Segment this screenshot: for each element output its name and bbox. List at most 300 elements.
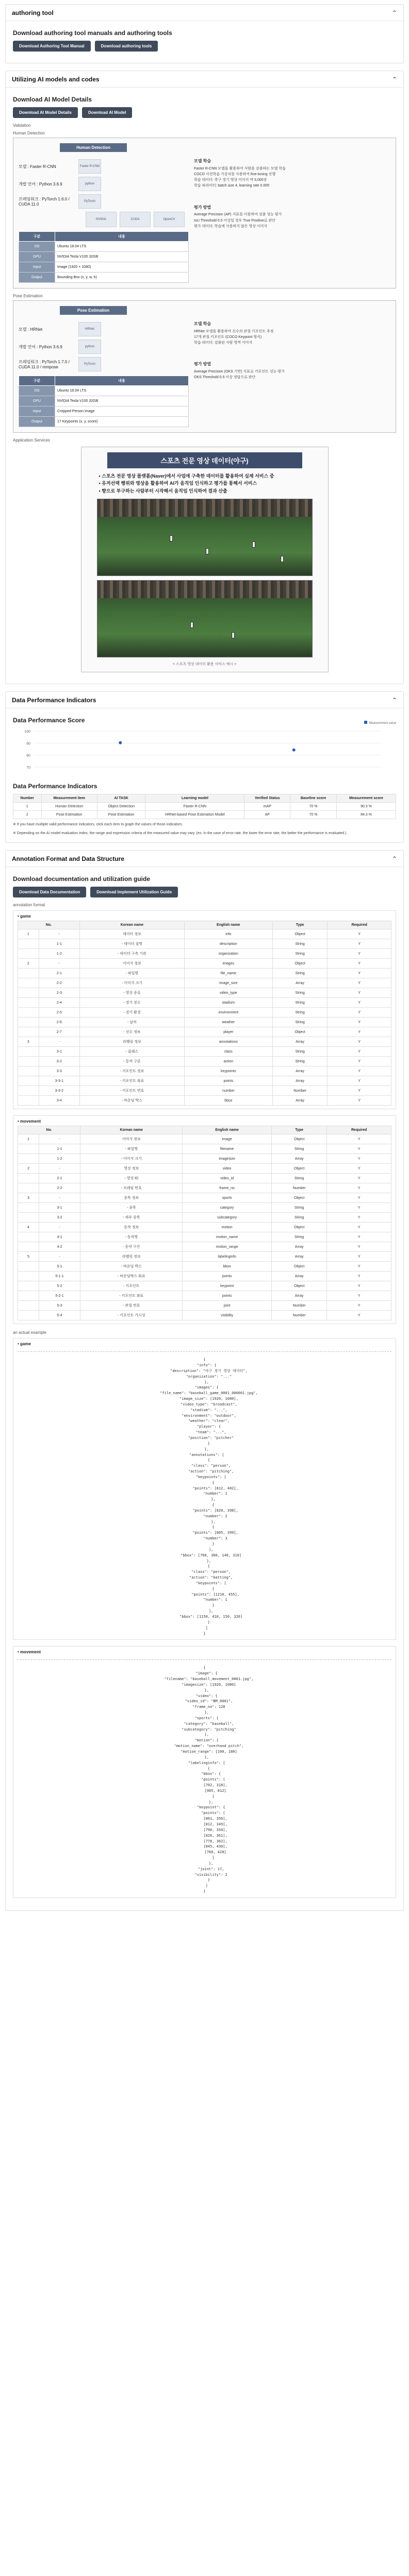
- cell-sub-no: 3-3-2: [39, 1086, 80, 1096]
- column-header: Number: [13, 794, 42, 803]
- table-row: [18, 1311, 391, 1320]
- annotation-format-label: annotation format: [13, 903, 45, 908]
- cell-english-name: imagesize: [183, 1154, 272, 1164]
- figure-banner: Pose Estimation: [60, 306, 127, 315]
- cell-sub-no: 3-2: [39, 1213, 80, 1223]
- player-marker: [232, 632, 235, 638]
- example-group-movement: [13, 1646, 396, 1898]
- table-row: [18, 1018, 391, 1027]
- cell-no: 3: [18, 1193, 39, 1203]
- cell-type: String: [272, 1008, 327, 1018]
- cell-item[interactable]: Pose Estimation: [41, 811, 97, 819]
- cell-english-name: bbox: [183, 1262, 272, 1272]
- spec-key: GPU: [19, 252, 55, 262]
- example-group-game: [13, 1338, 396, 1640]
- column-header: Measurement item: [41, 794, 97, 803]
- cell-required: Y: [327, 1164, 391, 1174]
- cell-korean-name: - 키포인트 가시성: [80, 1311, 183, 1320]
- cell-required: Y: [327, 1144, 391, 1154]
- spec-table: [19, 231, 189, 283]
- cell-english-name: points: [183, 1272, 272, 1281]
- cell-korean-name: 데이터 정보: [80, 929, 185, 939]
- column-header: No.: [18, 921, 80, 929]
- cell-required: Y: [327, 1134, 391, 1144]
- divider: [18, 1659, 391, 1660]
- table-row: [19, 406, 189, 417]
- table-row: [18, 1281, 391, 1291]
- cell-no: [18, 1027, 39, 1037]
- cell-model: HRNet-based Pose Estimation Model: [145, 811, 244, 819]
- cell-korean-name: 종목 정보: [80, 1193, 183, 1203]
- spec-value: 17 Keypoints (x, y, score): [55, 417, 189, 427]
- column-header: Type: [271, 1126, 326, 1134]
- table-row: [18, 949, 391, 959]
- cell-type: Number: [271, 1311, 326, 1320]
- cell-korean-name: - 바운딩박스 좌표: [80, 1272, 183, 1281]
- cell-required: Y: [327, 1281, 391, 1291]
- cell-required: Y: [328, 998, 391, 1008]
- cell-korean-name: - 데이터 구축 기관: [80, 949, 185, 959]
- table-row: [18, 1213, 391, 1223]
- cell-english-name: images: [184, 959, 272, 969]
- cell-sub-no: 5-1-1: [39, 1272, 80, 1281]
- cell-required: Y: [327, 1242, 391, 1252]
- spec-key: Input: [19, 262, 55, 273]
- cell-no: [18, 988, 39, 998]
- cell-required: Y: [327, 1232, 391, 1242]
- cell-korean-name: 동작 정보: [80, 1223, 183, 1232]
- cell-no: [18, 1008, 39, 1018]
- cell-sub-no: 3-1: [39, 1047, 80, 1057]
- cell-required: Y: [328, 988, 391, 998]
- cell-type: Number: [272, 1086, 327, 1096]
- cell-type: Number: [271, 1183, 326, 1193]
- column-header: Baseline score: [290, 794, 337, 803]
- performance-header[interactable]: [6, 692, 403, 708]
- player-marker: [190, 622, 193, 628]
- data-point[interactable]: [119, 741, 122, 744]
- cell-model: Faster R-CNN: [145, 803, 244, 811]
- table-header: 구분: [19, 232, 55, 242]
- ai-models-header[interactable]: [6, 71, 403, 88]
- cell-required: Y: [328, 1027, 391, 1037]
- spec-value: Image (1920 × 1080): [55, 262, 189, 273]
- section-subtitle: Download AI Model Details: [13, 96, 92, 103]
- cell-sub-no: 2-4: [39, 998, 80, 1008]
- table-row: [18, 929, 391, 939]
- cell-no: [18, 1174, 39, 1183]
- chevron-up-icon[interactable]: ⌃: [391, 696, 397, 704]
- cell-sub-no: 5-3: [39, 1301, 80, 1311]
- cell-required: Y: [328, 1086, 391, 1096]
- group-label: movement: [20, 1650, 41, 1655]
- performance-table: [13, 794, 396, 819]
- desc-line: 학습 파라미터: batch size 4, learning rate 0.005: [194, 184, 270, 188]
- y-tick-label: 80: [26, 754, 30, 758]
- spec-value: Bounding Box (x, y, w, h): [55, 273, 189, 283]
- cell-required: Y: [327, 1291, 391, 1301]
- group-label: game: [20, 914, 31, 919]
- cell-sub-no: 5-4: [39, 1311, 80, 1320]
- desc-line: 학습 데이터: 검출된 사람 영역 이미지: [194, 341, 253, 345]
- cell-korean-name: - 동작 구간: [80, 1242, 183, 1252]
- cell-required: Y: [328, 1018, 391, 1027]
- lib-row: [19, 194, 189, 209]
- cell-no: [18, 1291, 39, 1301]
- cell-type: Object: [272, 929, 327, 939]
- column-header: Type: [272, 921, 327, 929]
- cell-required: Y: [328, 1008, 391, 1018]
- cell-english-name: frame_no: [183, 1183, 272, 1193]
- cell-sub-no: 4-1: [39, 1232, 80, 1242]
- cell-type: String: [271, 1213, 326, 1223]
- spec-key: OS: [19, 242, 55, 252]
- spec-key: OS: [19, 386, 55, 396]
- cell-korean-name: - 이미지 크기: [80, 978, 185, 988]
- cell-sub-no: 2-6: [39, 1018, 80, 1027]
- cell-type: Array: [271, 1291, 326, 1301]
- cell-korean-name: 영상 정보: [80, 1164, 183, 1174]
- download-tools-button[interactable]: Download authoring tools: [95, 41, 158, 52]
- figure-banner: Human Detection: [60, 143, 127, 152]
- cell-english-name: action: [184, 1057, 272, 1066]
- spec-value: Ubuntu 18.04 LTS: [55, 386, 189, 396]
- cell-english-name: motion_range: [183, 1242, 272, 1252]
- pytorch-logo: PyTorch: [78, 357, 101, 371]
- cell-no: [18, 939, 39, 949]
- section-title: Utilizing AI models and codes: [12, 75, 100, 83]
- table-row: [18, 1291, 391, 1301]
- cell-korean-name: - 프레임 번호: [80, 1183, 183, 1193]
- video-bullet: • 스포츠 전문 영상 플랫폼(Naver)에서 사업에 구축한 데이터를 활용하여 실제 서비스 중: [99, 473, 274, 479]
- cell-sub-no: 2-2: [39, 1183, 80, 1193]
- cell-english-name: bbox: [184, 1096, 272, 1106]
- column-header: Learning model: [145, 794, 244, 803]
- cell-no: [18, 1183, 39, 1193]
- cell-korean-name: - 파일명: [80, 1144, 183, 1154]
- table-row: [18, 1154, 391, 1164]
- table-row: [18, 969, 391, 978]
- cell-korean-name: - 파일명: [80, 969, 185, 978]
- section-subtitle: Data Performance Indicators: [13, 783, 97, 790]
- cell-type: Object: [272, 1027, 327, 1037]
- cell-no: 3: [18, 1037, 39, 1047]
- cell-type: Object: [272, 959, 327, 969]
- cell-required: Y: [328, 929, 391, 939]
- cell-required: Y: [327, 1311, 391, 1320]
- cell-score: 84.3 %: [336, 811, 396, 819]
- cell-type: Object: [271, 1281, 326, 1291]
- lib-label: 개발 언어 : Python 3.6.9: [19, 344, 62, 349]
- cell-sub-no: 3-3-1: [39, 1076, 80, 1086]
- performance-note: ※ If you have multiple valid performance indicators, click each item to graph the values of those indicators.: [13, 823, 183, 827]
- video-screenshot-1: [97, 499, 313, 576]
- hrnet-logo: HRNet: [78, 322, 101, 336]
- player-marker: [281, 556, 284, 562]
- cell-type: String: [271, 1174, 326, 1183]
- table-row: [18, 1144, 391, 1154]
- cell-english-name: annotations: [184, 1037, 272, 1047]
- table-row: [18, 1174, 391, 1183]
- legend-swatch: [364, 721, 367, 724]
- cell-type: Array: [272, 1037, 327, 1047]
- annotation-format-header[interactable]: [6, 851, 403, 867]
- cell-english-name: motion_name: [183, 1232, 272, 1242]
- cell-no: 2: [18, 959, 39, 969]
- table-row: [18, 1272, 391, 1281]
- cell-korean-name: - 데이터 설명: [80, 939, 185, 949]
- cell-sub-no: 4-2: [39, 1242, 80, 1252]
- cell-sub-no: 1-1: [39, 939, 80, 949]
- cell-korean-name: - 키포인트 좌표: [80, 1291, 183, 1301]
- json-example-movement: { "image": { "filename": "baseball_movement_0001.jpg", "imagesize": [1920, 1080] }, "video": { "video_id": "BM_0001", "frame_no": 120 }, "sports": { "category": "baseball", "subcategory": "pitching" }, "motion": { "motion_name": "overhand pitch", "motion_range": [100, 180] }, "labelinginfo": [ { "bbox": { "points": [ [702, 318], [905, 812] ] }, "keypoint": { "points": [ [801, 356], [812, 349], [790, 350], [826, 361], [778, 362], [845, 430], [760, 428] ] }, "joint": 17, "visibility": 2 } ] }: [164, 1666, 254, 1894]
- download-model-button[interactable]: Download AI Model: [82, 107, 132, 118]
- cell-no: [18, 978, 39, 988]
- table-row: [18, 1008, 391, 1018]
- performance-chart-svg: [13, 728, 401, 774]
- cell-required: Y: [328, 1047, 391, 1057]
- cell-no: [18, 1047, 39, 1057]
- table-row: [19, 273, 189, 283]
- cell-required: Y: [327, 1183, 391, 1193]
- cell-required: Y: [328, 939, 391, 949]
- video-screenshot-2: [97, 580, 313, 657]
- cell-english-name: info: [184, 929, 272, 939]
- human-detection-figure: [13, 138, 396, 289]
- spec-key: Output: [19, 417, 55, 427]
- desc-heading: 모델 학습: [194, 159, 211, 163]
- table-row: [18, 1242, 391, 1252]
- cell-type: String: [272, 988, 327, 998]
- cell-korean-name: - 선수 정보: [80, 1027, 185, 1037]
- table-row: [18, 1164, 391, 1174]
- desc-line: 17개 관절 키포인트 (COCO Keypoint 형식): [194, 335, 262, 339]
- group-title: • movement: [18, 1650, 41, 1655]
- ai-models-section: [5, 71, 404, 684]
- cell-required: Y: [328, 969, 391, 978]
- cell-no: [18, 1311, 39, 1320]
- cell-korean-name: - 경기 환경: [80, 1008, 185, 1018]
- column-header: English name: [184, 921, 272, 929]
- desc-line: OKS Threshold 0.5 이상 정답으로 판단: [194, 376, 256, 380]
- cell-english-name: video: [183, 1164, 272, 1174]
- download-manual-button[interactable]: Download Authoring Tool Manual: [13, 41, 91, 52]
- cell-required: Y: [327, 1174, 391, 1183]
- cell-sub-no: 1-1: [39, 1144, 80, 1154]
- cell-no: [18, 1262, 39, 1272]
- desc-line: 평가 데이터: 학습에 사용하지 않은 영상 이미지: [194, 224, 268, 228]
- cell-korean-name: 이미지 정보: [80, 959, 185, 969]
- cell-no: [18, 1066, 39, 1076]
- data-point[interactable]: [292, 749, 296, 752]
- cell-required: Y: [328, 1037, 391, 1047]
- cell-sub-no: 5-2-1: [39, 1291, 80, 1301]
- cell-type: String: [272, 1018, 327, 1027]
- pytorch-logo: PyTorch: [78, 194, 101, 209]
- table-row: [19, 396, 189, 406]
- download-data-doc-button[interactable]: Download Data Documentation: [13, 887, 86, 897]
- table-row: [18, 1037, 391, 1047]
- cell-number: 1: [13, 803, 42, 811]
- cell-number: 2: [13, 811, 42, 819]
- cell-english-name: number: [184, 1086, 272, 1096]
- cell-english-name: visibility: [183, 1311, 272, 1320]
- bullet-text: 스포츠 전문 영상 플랫폼(Naver)에서 사업에 구축한 데이터를 활용하여 실제 서비스 중: [102, 473, 274, 479]
- cell-english-name: keypoints: [184, 1066, 272, 1076]
- cell-type: String: [271, 1144, 326, 1154]
- cell-type: Object: [271, 1223, 326, 1232]
- column-header: Required: [328, 921, 391, 929]
- cell-sub-no: 3-1: [39, 1203, 80, 1213]
- cell-sub-no: -: [39, 929, 80, 939]
- cell-english-name: filename: [183, 1144, 272, 1154]
- desc-line: Average Precision (OKS 기반) 지표로 키포인트 성능 평가: [194, 370, 285, 374]
- column-header: English name: [183, 1126, 272, 1134]
- cell-korean-name: 라벨링 정보: [80, 1037, 185, 1047]
- cell-sub-no: 2-1: [39, 969, 80, 978]
- table-row: [18, 939, 391, 949]
- performance-section: [5, 691, 404, 843]
- cell-item[interactable]: Human Detection: [41, 803, 97, 811]
- table-row: [18, 998, 391, 1008]
- cell-required: Y: [328, 1096, 391, 1106]
- table-row: [18, 1232, 391, 1242]
- cell-korean-name: - 종목: [80, 1203, 183, 1213]
- video-title: 스포츠 전문 영상 데이터(야구): [107, 452, 302, 468]
- cell-type: Array: [271, 1242, 326, 1252]
- cell-korean-name: - 동작 구분: [80, 1057, 185, 1066]
- bullet-text: 향으로 투구하는 사람부터 시작해서 움직임 인식하여 결과 산출: [102, 488, 227, 494]
- group-title: • movement: [18, 1119, 41, 1124]
- cell-status: AP: [244, 811, 290, 819]
- cell-sub-no: -: [39, 1164, 80, 1174]
- cell-required: Y: [327, 1262, 391, 1272]
- cell-required: Y: [327, 1203, 391, 1213]
- table-row: [18, 1086, 391, 1096]
- spec-key: Output: [19, 273, 55, 283]
- cell-korean-name: - 키포인트: [80, 1281, 183, 1291]
- cell-english-name: motion: [183, 1223, 272, 1232]
- lib-label: 프레임워크 : PyTorch 1.6.0 / CUDA 11.0: [19, 197, 70, 207]
- cell-required: Y: [327, 1223, 391, 1232]
- video-bullet: • 향으로 투구하는 사람부터 시작해서 움직임 인식하여 결과 산출: [99, 488, 227, 494]
- cell-task: Object Detection: [97, 803, 145, 811]
- cell-english-name: joint: [183, 1301, 272, 1311]
- cell-korean-name: - 영상 종류: [80, 988, 185, 998]
- y-tick-label: 90: [26, 742, 30, 746]
- lib-row: [19, 159, 189, 174]
- spec-key: Input: [19, 406, 55, 417]
- cell-type: String: [271, 1203, 326, 1213]
- table-row: [18, 1252, 391, 1262]
- cell-no: [18, 1213, 39, 1223]
- table-row: [18, 1262, 391, 1272]
- stadium-crowd: [97, 499, 312, 517]
- video-bullet: • 유저선택 행위와 영상을 활용하여 AI가 움직임 인식하고 평가를 통해서 서비스: [99, 481, 257, 486]
- table-row[interactable]: [13, 811, 396, 819]
- pose-estimation-figure: [13, 300, 396, 433]
- cell-korean-name: - 날씨: [80, 1018, 185, 1027]
- cell-korean-name: - 동작명: [80, 1232, 183, 1242]
- cell-required: Y: [328, 1076, 391, 1086]
- cell-sub-no: 3-2: [39, 1057, 80, 1066]
- table-row: [18, 959, 391, 969]
- column-header: Verified Status: [244, 794, 290, 803]
- authoring-tool-header[interactable]: [6, 5, 403, 21]
- cell-no: [18, 998, 39, 1008]
- chevron-up-icon[interactable]: ⌃: [391, 9, 397, 16]
- cell-type: String: [272, 939, 327, 949]
- column-header: Korean name: [80, 921, 185, 929]
- section-title: authoring tool: [12, 9, 54, 16]
- cell-no: [18, 1144, 39, 1154]
- cell-english-name: points: [184, 1076, 272, 1086]
- table-row[interactable]: [13, 803, 396, 811]
- cell-required: Y: [327, 1301, 391, 1311]
- cell-type: Object: [271, 1164, 326, 1174]
- desc-line: COCO 사전학습 가중치를 사용하여 fine-tuning 진행: [194, 172, 276, 176]
- cell-no: [18, 1154, 39, 1164]
- desc-heading: 모델 학습: [194, 321, 211, 326]
- cell-english-name: sports: [183, 1193, 272, 1203]
- authoring-tool-section: [5, 4, 404, 63]
- cell-english-name: labelinginfo: [183, 1252, 272, 1262]
- format-table-movement: [18, 1126, 391, 1320]
- application-services-label: Application Services: [13, 438, 51, 443]
- download-guide-button[interactable]: Download Implement Utilization Guide: [90, 887, 178, 897]
- divider: [18, 1351, 391, 1352]
- lib-label: 모델 : HRNet: [19, 327, 43, 332]
- cell-sub-no: 5-2: [39, 1281, 80, 1291]
- table-row: [19, 262, 189, 273]
- chevron-up-icon[interactable]: ⌃: [391, 855, 397, 862]
- cell-type: Array: [272, 1076, 327, 1086]
- spec-table: [19, 376, 189, 427]
- column-header: AI TASK: [97, 794, 145, 803]
- cell-sub-no: -: [39, 1134, 80, 1144]
- y-tick-label: 70: [26, 766, 30, 770]
- figure-description: [194, 319, 390, 427]
- table-row: [19, 386, 189, 396]
- performance-chart: [13, 722, 396, 774]
- download-model-details-button[interactable]: Download AI Model Details: [13, 107, 78, 118]
- cell-english-name: image: [183, 1134, 272, 1144]
- spec-value: Ubuntu 18.04 LTS: [55, 242, 189, 252]
- desc-line: Faster R-CNN 모델을 활용하여 사람을 검출하는 모델 학습: [194, 166, 286, 171]
- cell-no: 2: [18, 1164, 39, 1174]
- column-header: Korean name: [80, 1126, 183, 1134]
- nvidia-logo: NVIDIA: [86, 212, 117, 227]
- cell-type: Array: [271, 1154, 326, 1164]
- lib-row: [19, 357, 189, 371]
- lib-label: 프레임워크 : PyTorch 1.7.0 / CUDA 11.0 / mmpose: [19, 360, 70, 369]
- cell-english-name: subcategory: [183, 1213, 272, 1223]
- cell-required: Y: [327, 1272, 391, 1281]
- table-row: [19, 252, 189, 262]
- cell-sub-no: -: [39, 1223, 80, 1232]
- cell-no: 1: [18, 1134, 39, 1144]
- cell-sub-no: 5-1: [39, 1262, 80, 1272]
- table-row: [18, 1223, 391, 1232]
- cell-korean-name: - 영상 ID: [80, 1174, 183, 1183]
- chart-legend: [364, 721, 396, 725]
- cell-korean-name: 이미지 정보: [80, 1134, 183, 1144]
- cell-type: Object: [271, 1262, 326, 1272]
- cell-english-name: video_id: [183, 1174, 272, 1183]
- chevron-up-icon[interactable]: ⌃: [391, 75, 397, 83]
- player-marker: [170, 535, 173, 541]
- cell-sub-no: -: [39, 1252, 80, 1262]
